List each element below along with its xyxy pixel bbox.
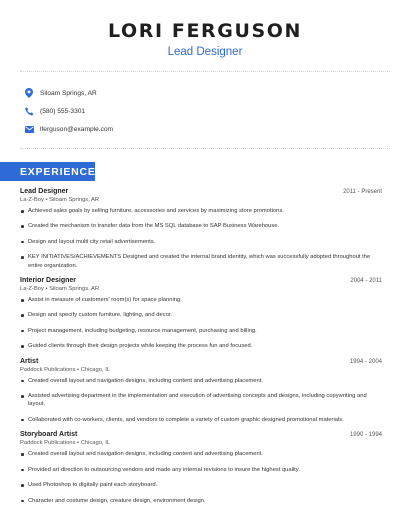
job-bullet: KEY INITIATIVES/ACHIEVEMENTS Designed and created the internal brand identity, which was successfully adopted throughout the entire organization.: [20, 253, 382, 270]
job-bullet: Project management, including budgeting, resource management, purchasing and billing.: [20, 327, 382, 335]
header-divider: [20, 71, 390, 72]
mail-icon: [22, 126, 36, 133]
job-location: Chicago, IL: [80, 440, 111, 447]
job-bullet: Character and costume design, creature design, environment design.: [20, 497, 382, 505]
contact-location-text: Siloam Springs, AR: [40, 89, 97, 97]
job-bullet: Created the mechanism to transfer data from the MS SQL database to SAP Business Warehouse.: [20, 222, 382, 230]
job-bullet: Used Photoshop to digitally paint each storyboard.: [20, 481, 382, 489]
job-company-line: La-Z-Boy • Siloam Springs, AR: [20, 197, 100, 203]
job-dates: 1994 - 2004: [349, 358, 382, 365]
job-location: Siloam Springs, AR: [49, 197, 100, 203]
job-dates: 2004 - 2011: [350, 278, 382, 285]
job-company-line: Paddock Publications • Chicago, IL: [20, 366, 111, 373]
resume-header: [0, 0, 410, 58]
contact-location: [22, 84, 113, 102]
job-bullet: Provided art direction to outsourcing vendors and made any internal revisions to insure the highest quality.: [20, 466, 382, 474]
job-entry: [20, 277, 382, 351]
job-dates: 2011 - Present: [343, 189, 382, 195]
experience-list: [20, 188, 382, 512]
contact-email: [22, 120, 113, 138]
job-company: La-Z-Boy: [20, 286, 44, 293]
contact-phone-text: (580) 555-3301: [40, 107, 86, 115]
job-bullet: Collaborated with co-workers, clients, and vendors to complete a variety of custom graphic designed promotional materials.: [20, 416, 382, 424]
job-company: La-Z-Boy: [20, 197, 44, 203]
job-bullet: Achieved sales goals by selling furniture, accessories and services by maximizing store promotions.: [20, 207, 382, 215]
candidate-name: LORI FERGUSON: [107, 20, 303, 42]
job-bullet: Assisted advertising department in the implementation and execution of advertising concepts and designs, including copywriting and layout.: [20, 392, 382, 409]
job-title: Artist: [20, 357, 39, 365]
job-title: Interior Designer: [20, 277, 77, 285]
job-company: Paddock Publications: [20, 366, 76, 373]
job-company-line: Paddock Publications • Chicago, IL: [20, 440, 111, 447]
job-entry: [20, 431, 382, 505]
job-location: Siloam Springs, AR: [49, 286, 100, 293]
contact-email-text: lferguson@example.com: [40, 125, 114, 133]
contact-phone: [22, 102, 113, 120]
contact-divider: [20, 148, 390, 149]
job-company-line: La-Z-Boy • Siloam Springs, AR: [20, 286, 100, 293]
phone-icon: [22, 107, 36, 116]
job-bullet: Created overall layout and navigation designs, including content and advertising placement.: [20, 450, 382, 458]
job-bullet: Design and layout multi city retail advertisements.: [20, 238, 382, 246]
job-entry: [20, 188, 382, 270]
section-title-experience: EXPERIENCE: [0, 162, 95, 181]
job-bullet: Assist in measure of customers' room(s) for space planning.: [20, 296, 382, 304]
job-bullet: Created overall layout and navigation designs, including content and advertising placement.: [20, 377, 382, 385]
job-location: Chicago, IL: [80, 366, 111, 373]
job-bullet: Guided clients through their design projects while keeping the process fun and focused.: [20, 342, 382, 350]
job-entry: [20, 358, 382, 425]
job-company: Paddock Publications: [20, 440, 76, 447]
location-pin-icon: [22, 88, 36, 98]
job-title: Storyboard Artist: [20, 431, 78, 439]
job-dates: 1990 - 1994: [349, 432, 382, 439]
job-bullet: Design and specify custom furniture, lighting, and decor.: [20, 311, 382, 319]
job-title: Lead Designer: [20, 188, 69, 195]
contact-list: [22, 84, 113, 138]
candidate-title: Lead Designer: [167, 46, 243, 58]
